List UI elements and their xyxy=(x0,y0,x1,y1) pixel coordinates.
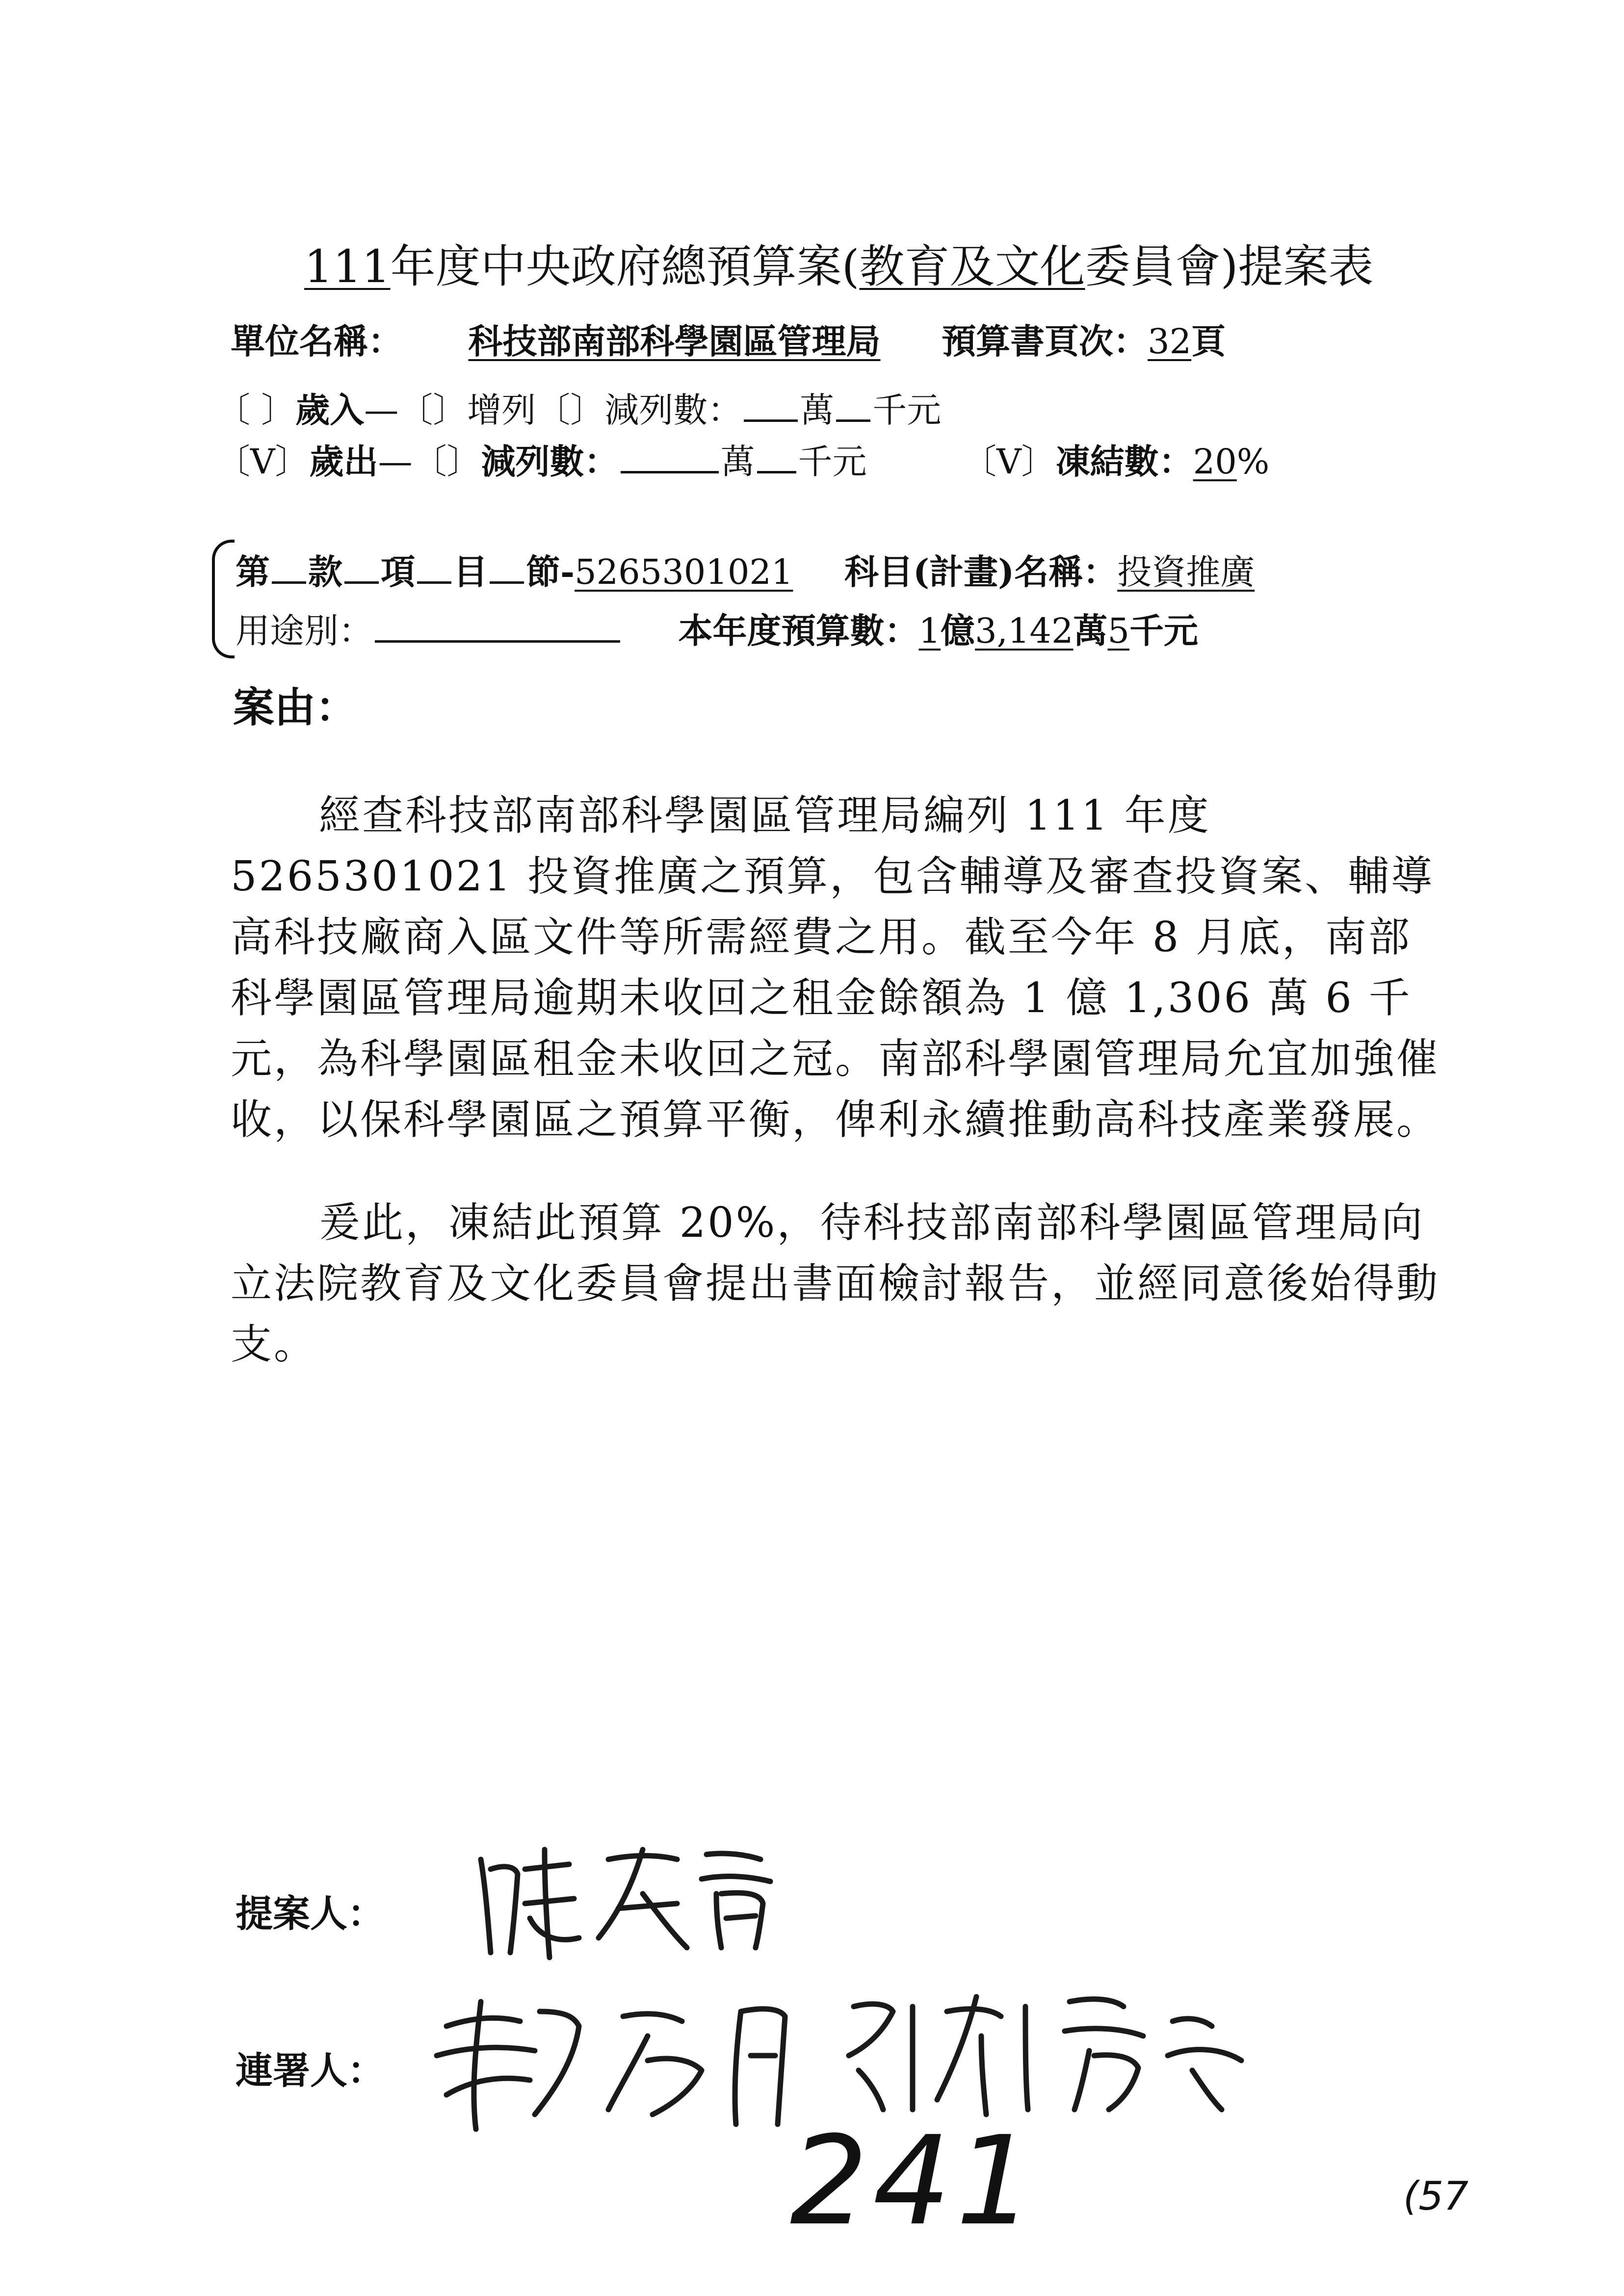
unit-name: 科技部南部科學園區管理局 xyxy=(468,321,881,362)
handwritten-number: 241 xyxy=(790,2110,1039,2252)
revenue-label: 歲入 xyxy=(295,390,365,430)
item-brace xyxy=(212,540,235,658)
title-year: 111 xyxy=(304,240,391,293)
use-row xyxy=(236,603,1198,653)
reason-label: 案由： xyxy=(233,683,357,731)
proposer-label: 提案人： xyxy=(236,1892,385,1935)
expense-wan: 萬 xyxy=(720,442,755,482)
paragraph-text: 經查科技部南部科學園區管理局編列 111 年度 5265301021 投資推廣之預算，包含輔導及審查投資案、輔導高科技廠商入區文件等所需經費之用。截至今年 8 月底，南部科學園區管理局逾期未收回之租金餘額為 1 億 1,306 萬 6 千元，為科學園區租金未收回之冠。南部科學園管理局允宜加強催收，以保科學園區之預算平衡，俾利永續推動高科技產業發展。 xyxy=(231,791,1440,1144)
expense-label: 歲出 xyxy=(309,441,378,482)
paragraph-text: 爰此，凍結此預算 20%，待科技部南部科學園區管理局向立法院教育及文化委員會提出書面檢討報告，並經同意後始得動支。 xyxy=(231,1199,1440,1368)
item-mu: 目 xyxy=(453,551,488,592)
expense-cut-box: 〔〕 xyxy=(412,442,481,482)
page-label: 預算書頁次： xyxy=(942,321,1148,362)
handwritten-page-number: (57 xyxy=(1403,2173,1469,2219)
budget-yi: 1 xyxy=(918,611,941,651)
item-di: 第 xyxy=(236,551,270,592)
revenue-add-box: 〔〕 xyxy=(398,390,468,430)
item-xiang: 項 xyxy=(381,551,415,592)
expense-cut-label: 減列數： xyxy=(481,441,619,482)
subject-name: 投資推廣 xyxy=(1117,552,1255,592)
reason-paragraph-1 xyxy=(231,785,1442,1150)
page-title xyxy=(304,231,1373,295)
use-label: 用途別： xyxy=(236,611,373,651)
unit-row xyxy=(231,314,1226,364)
revenue-add-label: 增列 xyxy=(467,390,536,430)
budget-qian: 5 xyxy=(1107,611,1130,651)
freeze-box: 〔V〕 xyxy=(962,442,1056,482)
proposer-signature xyxy=(471,1840,785,1967)
budget-label: 本年度預算數： xyxy=(678,610,919,651)
cosigner-label: 連署人： xyxy=(236,2049,385,2092)
page-unit: 頁 xyxy=(1191,321,1226,362)
revenue-row xyxy=(216,383,941,432)
revenue-dash: — xyxy=(364,390,399,430)
revenue-cut-label: 減列數： xyxy=(604,390,742,430)
revenue-check: 〔 〕 xyxy=(216,390,296,430)
reason-paragraph-2 xyxy=(231,1192,1442,1375)
budget-qian-unit: 千元 xyxy=(1129,610,1199,651)
unit-label: 單位名稱： xyxy=(231,321,402,362)
item-row xyxy=(236,545,1255,594)
item-jie: 節- xyxy=(526,551,575,592)
expense-qian: 千元 xyxy=(798,442,867,482)
revenue-qian: 千元 xyxy=(872,390,942,430)
item-code: 5265301021 xyxy=(575,552,793,592)
revenue-cut-box: 〔〕 xyxy=(536,390,605,430)
subject-label: 科目(計畫)名稱： xyxy=(844,551,1118,592)
title-after: 委員會)提案表 xyxy=(1085,240,1374,293)
freeze-unit: % xyxy=(1236,442,1270,482)
budget-wan: 3,142 xyxy=(975,611,1074,651)
budget-yi-unit: 億 xyxy=(941,610,975,651)
expense-check: 〔V〕 xyxy=(216,442,310,482)
budget-wan-unit: 萬 xyxy=(1073,610,1108,651)
title-before: 年度中央政府總預算案( xyxy=(390,240,860,293)
title-committee: 教育及文化 xyxy=(859,240,1085,293)
page-number: 32 xyxy=(1148,321,1192,362)
expense-dash: — xyxy=(378,442,413,482)
revenue-wan: 萬 xyxy=(800,390,835,430)
expense-row xyxy=(216,434,1269,484)
freeze-label: 凍結數： xyxy=(1055,441,1193,482)
item-kuan: 款 xyxy=(308,551,342,592)
freeze-value: 20 xyxy=(1193,442,1237,482)
